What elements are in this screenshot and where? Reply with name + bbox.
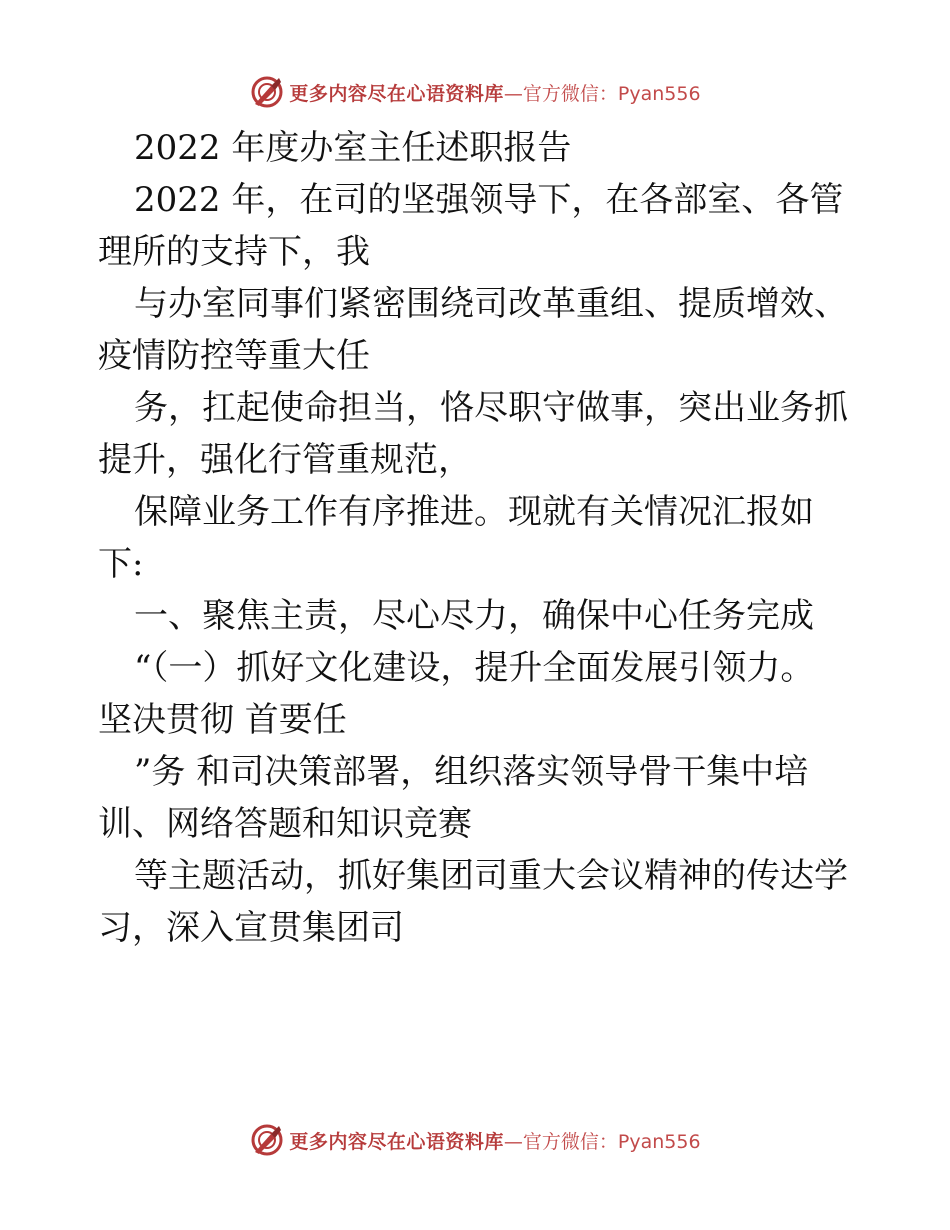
pen-circle-logo-icon	[249, 74, 285, 110]
document-title: 2022 年度办室主任述职报告	[134, 128, 572, 168]
document-body	[98, 122, 858, 954]
body-line: 疫情防控等重大任	[98, 336, 370, 376]
footer-watermark-banner	[0, 1120, 950, 1160]
footer-banner-sub-text: —官方微信：Pyan556	[503, 1130, 701, 1153]
body-line: 习，深入宣贯集团司	[98, 908, 404, 948]
body-line: 下:	[98, 544, 144, 584]
body-line: 坚决贯彻 首要任	[98, 700, 347, 740]
footer-banner-main-text: 更多内容尽在心语资料库	[289, 1130, 504, 1153]
body-line: 2022 年，在司的坚强领导下，在各部室、各管	[134, 180, 844, 220]
body-line: 与办室同事们紧密围绕司改革重组、提质增效、	[134, 284, 848, 324]
header-watermark-banner	[0, 72, 950, 112]
subsection-heading: “（一）抓好文化建设，提升全面发展引领力。	[134, 648, 815, 688]
body-line: 保障业务工作有序推进。现就有关情况汇报如	[134, 492, 814, 532]
body-line: 训、网络答题和知识竞赛	[98, 804, 472, 844]
body-line: 提升，强化行管重规范，	[98, 440, 472, 480]
pen-circle-logo-icon	[249, 1122, 285, 1158]
body-line: 等主题活动，抓好集团司重大会议精神的传达学	[134, 856, 848, 896]
header-banner-sub-text: —官方微信：Pyan556	[503, 82, 701, 105]
header-banner-main-text: 更多内容尽在心语资料库	[289, 82, 504, 105]
body-line: 理所的支持下，我	[98, 232, 370, 272]
body-line: 务，扛起使命担当，恪尽职守做事，突出业务抓	[134, 388, 848, 428]
body-line: ”务 和司决策部署，组织落实领导骨干集中培	[134, 752, 809, 792]
section-heading: 一、聚焦主责，尽心尽力，确保中心任务完成	[134, 596, 814, 636]
